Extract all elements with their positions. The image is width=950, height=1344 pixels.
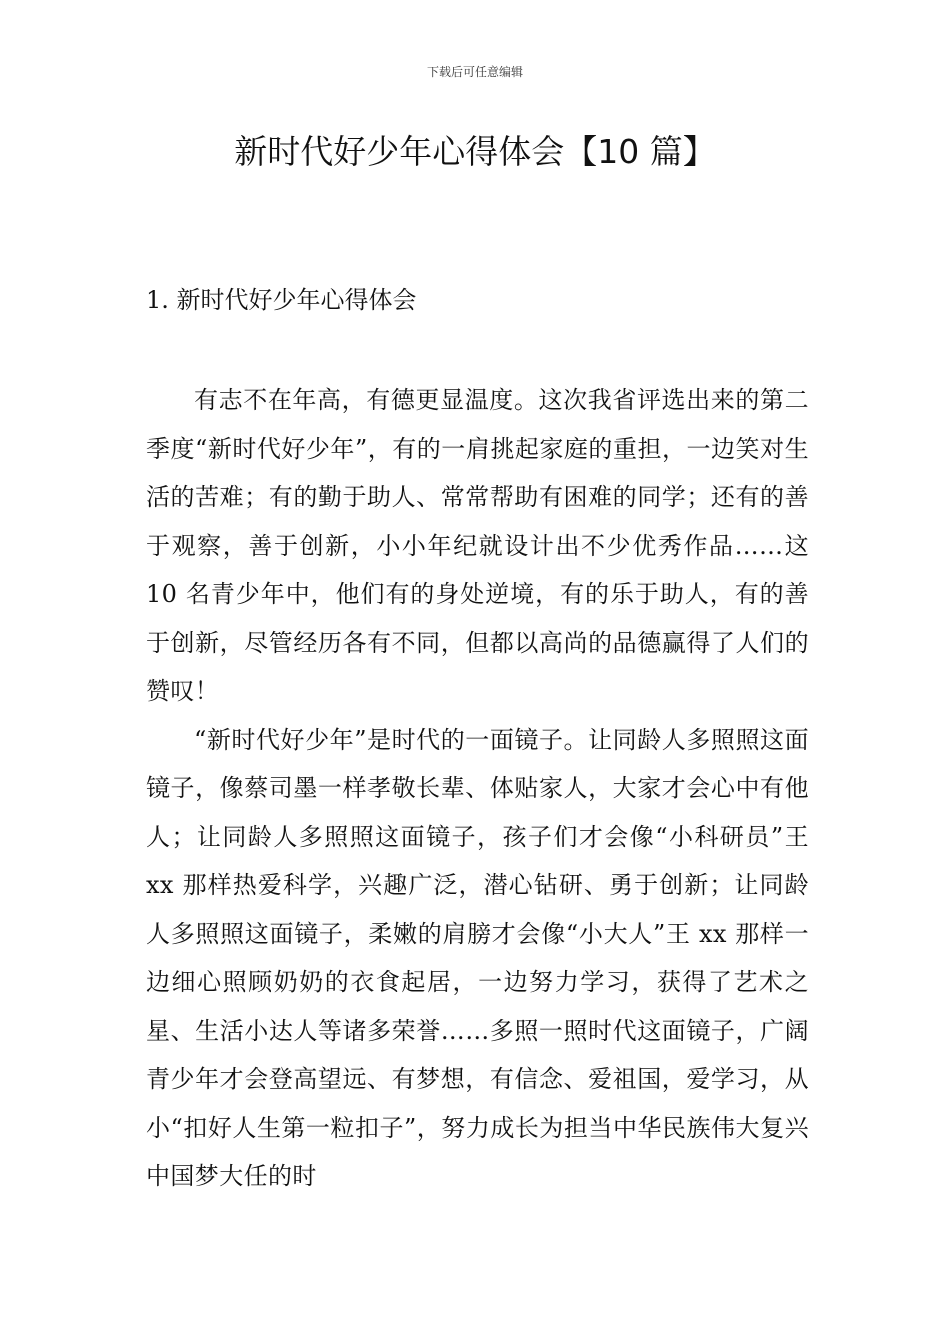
header-note: 下载后可任意编辑 xyxy=(426,65,523,79)
section-heading: 1. 新时代好少年心得体会 xyxy=(146,286,417,314)
paragraph: “新时代好少年”是时代的一面镜子。让同龄人多照照这面镜子，像蔡司墨一样孝敬长辈、体贴家人，大家才会心中有他人；让同龄人多照照这面镜子，孩子们才会像“小科研员”王 xx 那样热爱科学，兴趣广泛，潜心钻研、勇于创新；让同龄人多照照这面镜子，柔嫩的肩膀才会像“小大人”王 xx 那样一边细心照顾奶奶的衣食起居，一边努力学习，获得了艺术之星、生活小达人等诸多荣誉……多照一照时代这面镜子，广阔青少年才会登高望远、有梦想，有信念、爱祖国，爱学习，从小“扣好人生第一粒扣子”，努力成长为担当中华民族伟大复兴中国梦大任的时 xyxy=(146,725,809,1190)
body-text xyxy=(146,376,809,1201)
document-title: 新时代好少年心得体会【10 篇】 xyxy=(234,132,716,171)
paragraph: 有志不在年高，有德更显温度。这次我省评选出来的第二季度“新时代好少年”，有的一肩挑起家庭的重担，一边笑对生活的苦难；有的勤于助人、常常帮助有困难的同学；还有的善于观察，善于创新，小小年纪就设计出不少优秀作品……这 10 名青少年中，他们有的身处逆境，有的乐于助人，有的善于创新，尽管经历各有不同，但都以高尚的品德赢得了人们的赞叹！ xyxy=(146,386,809,705)
